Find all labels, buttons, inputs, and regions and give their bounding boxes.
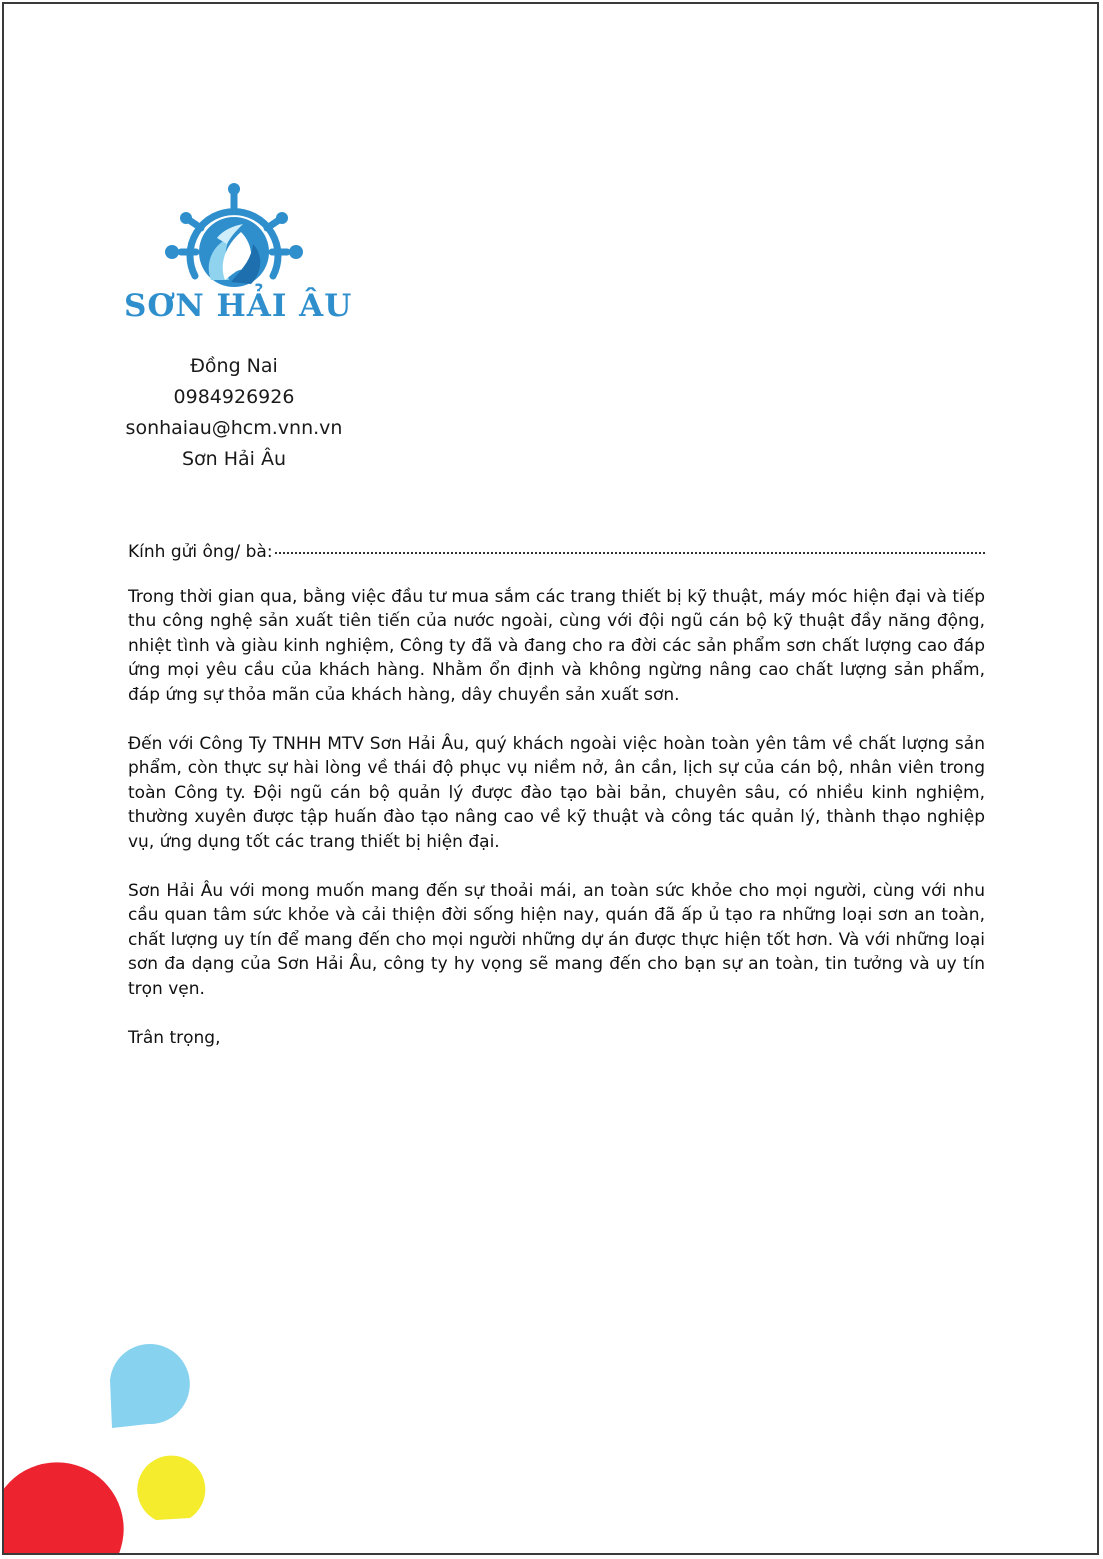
contact-company: Sơn Hải Âu	[181, 448, 287, 470]
paragraph-2: Đến với Công Ty TNHH MTV Sơn Hải Âu, quý khách ngoài việc hoàn toàn yên tâm về chất lượng sản phẩm, còn thực sự hài lòng về thái độ phục vụ niềm nở, ân cần, lịch sự của cán bộ, nhân viên trong toàn Công ty. Đội ngũ cán bộ quản lý được đào tạo bài bản, chuyên sâu, có nhiều kinh nghiệm, thường xuyên được tập huấn đào tạo nâng cao về kỹ thuật và công tác quản lý, thành thạo nghiệp vụ, ứng dụng tốt các trang thiết bị hiện đại.	[128, 733, 985, 852]
brand-name: SƠN HẢI ÂU	[124, 288, 353, 324]
blue-paint-drop	[110, 1344, 190, 1428]
red-paint-drop	[4, 1462, 124, 1555]
contact-location: Đồng Nai	[190, 355, 278, 377]
contact-email: sonhaiau@hcm.vnn.vn	[125, 417, 343, 439]
letterhead-page	[2, 2, 1099, 1555]
yellow-paint-drop	[137, 1456, 205, 1520]
decorative-paint-drops	[4, 4, 1099, 1555]
closing-text: Trân trọng,	[128, 1027, 221, 1048]
paragraph-3: Sơn Hải Âu với mong muốn mang đến sự thoải mái, an toàn sức khỏe cho mọi người, cùng với nhu cầu quan tâm sức khỏe và cải thiện đời sống hiện nay, quán đã ấp ủ tạo ra những loại sơn an toàn, chất lượng uy tín để mang đến cho mọi người những dự án được thực hiện tốt hơn. Và với những loại sơn đa dạng của Sơn Hải Âu, công ty hy vọng sẽ mang đến cho bạn sự an toàn, tin tưởng và uy tín trọn vẹn.	[128, 880, 985, 999]
contact-phone: 0984926926	[173, 386, 295, 408]
salutation-text: Kính gửi ông/ bà:	[128, 542, 273, 562]
paragraph-1: Trong thời gian qua, bằng việc đầu tư mua sắm các trang thiết bị kỹ thuật, máy móc hiện đại và tiếp thu công nghệ sản xuất tiên tiến của nước ngoài, cùng với đội ngũ cán bộ kỹ thuật đầy năng động, nhiệt tình và giàu kinh nghiệm, Công ty đã và đang cho ra đời các sản phẩm sơn chất lượng cao đáp ứng mọi yêu cầu của khách hàng. Nhằm ổn định và không ngừng nâng cao chất lượng sản phẩm, đáp ứng sự thỏa mãn của khách hàng, dây chuyền sản xuất sơn.	[128, 586, 985, 705]
